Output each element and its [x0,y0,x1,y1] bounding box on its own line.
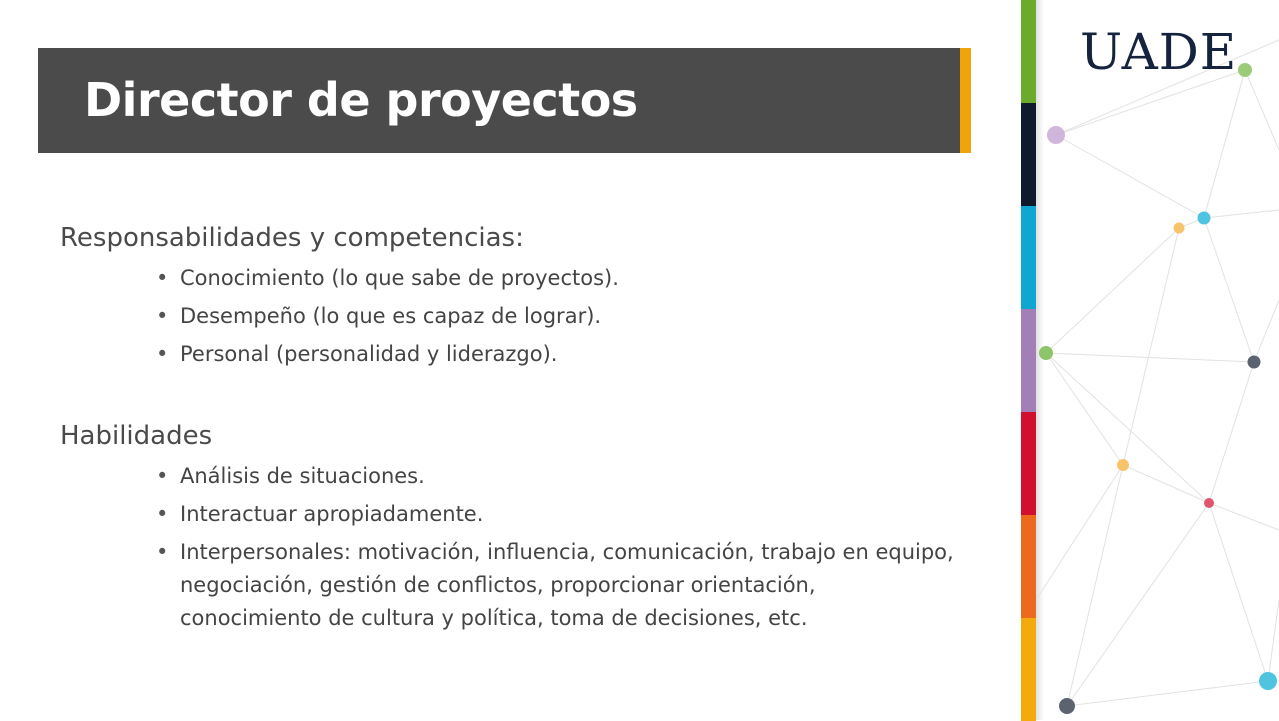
bullet-text: Interactuar apropiadamente. [180,502,484,526]
slide-title: Director de proyectos [84,73,638,127]
list-item [156,536,960,635]
stripe-segment [1021,515,1036,618]
stripe-segment [1021,309,1036,412]
color-stripe [1021,0,1036,720]
stripe-segment [1021,412,1036,515]
list-item [156,460,960,492]
stripe-segment [1021,103,1036,206]
list-item [156,498,960,530]
section-heading-skills: Habilidades [60,421,213,451]
slide-content [60,220,960,641]
title-accent-bar [960,48,971,153]
bullet-icon: • [156,464,169,488]
bullet-icon: • [156,342,169,366]
bullet-text: Conocimiento (lo que sabe de proyectos). [180,266,619,290]
bullet-text: Desempeño (lo que es capaz de lograr). [180,304,602,328]
list-item [156,300,960,332]
section-heading-responsibilities: Responsabilidades y competencias: [60,223,524,253]
stripe-segment [1021,0,1036,103]
list-item [156,262,960,294]
bullet-text: Interpersonales: motivación, influencia, comunicación, trabajo en equipo, negociación, gestión de conflictos, proporcionar orientación, conocimiento de cultura y política, toma de decisiones, etc. [180,540,954,630]
bullet-list-responsibilities [60,262,960,370]
uade-logo: UADE [1080,23,1238,81]
bullet-text: Análisis de situaciones. [180,464,425,488]
list-item [156,338,960,370]
bullet-icon: • [156,540,169,564]
bullet-icon: • [156,266,169,290]
bullet-icon: • [156,304,169,328]
bullet-list-skills [60,460,960,635]
bullet-icon: • [156,502,169,526]
stripe-segment [1021,206,1036,309]
stripe-segment [1021,618,1036,721]
network-decoration [1036,0,1279,720]
bullet-text: Personal (personalidad y liderazgo). [180,342,558,366]
